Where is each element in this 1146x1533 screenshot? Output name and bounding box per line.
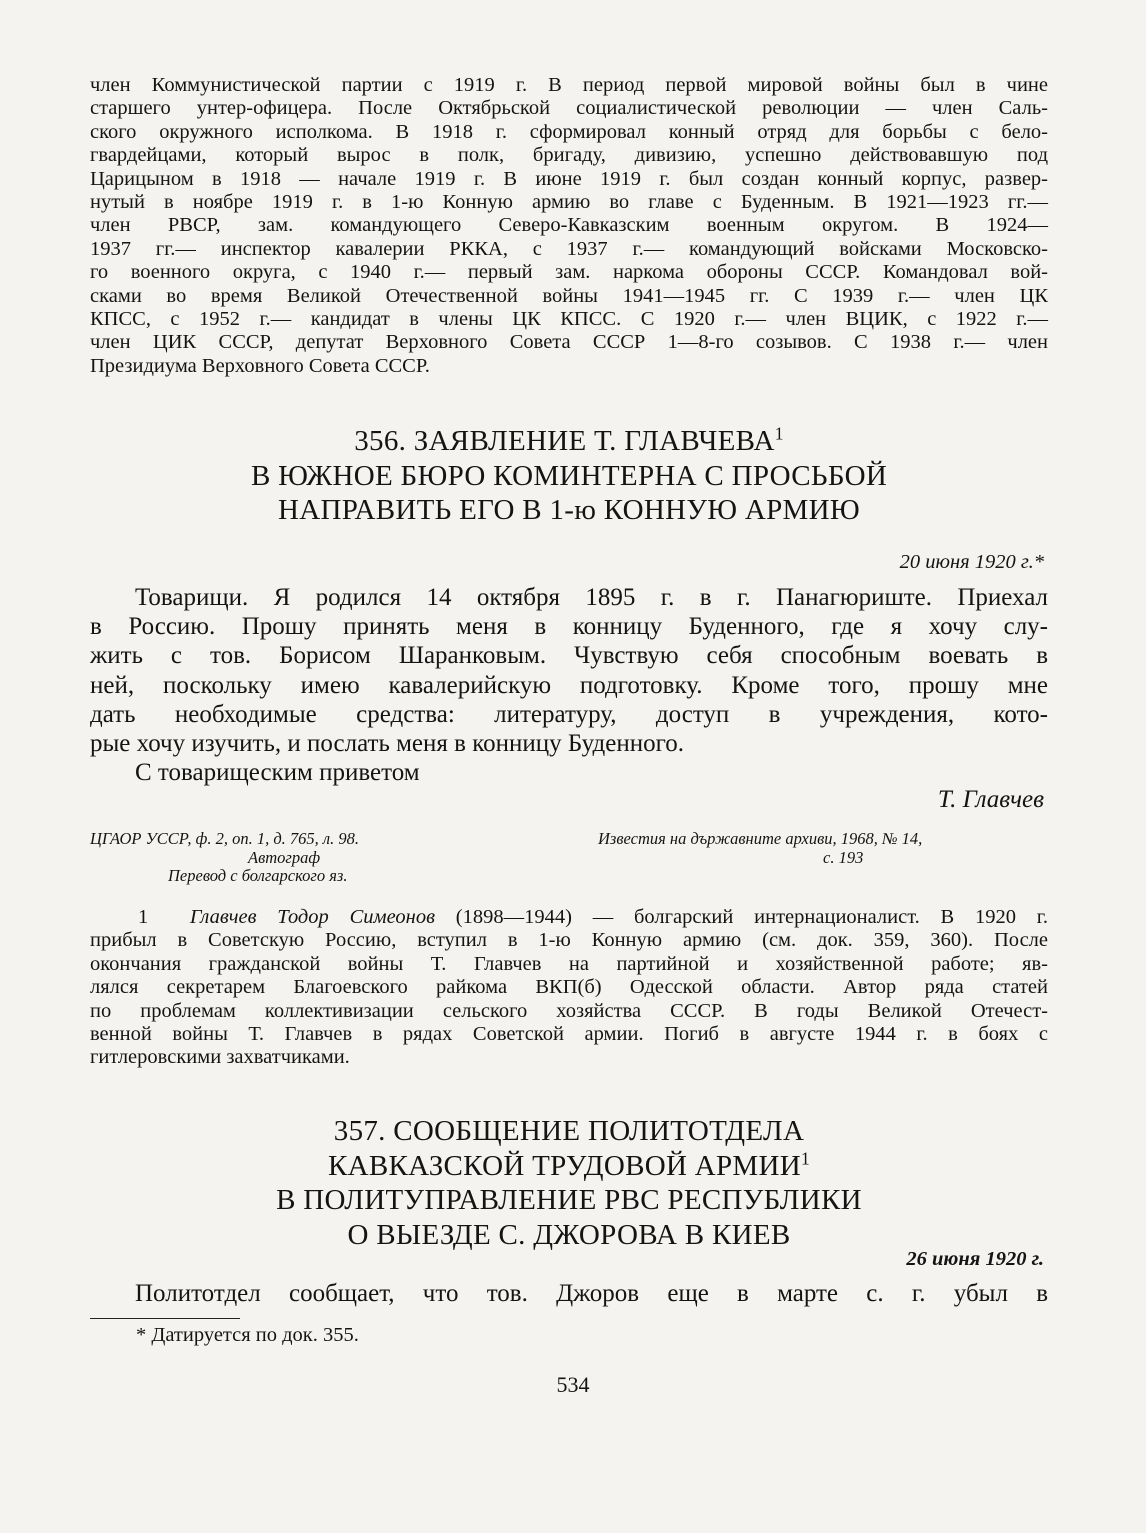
doc356-title-line: 356. ЗАЯВЛЕНИЕ Т. ГЛАВЧЕВА$^1$ <box>354 423 784 457</box>
doc356-footnote <box>90 906 1048 1070</box>
source-right-line: Известия на държавните архиви, 1968, № 14, <box>598 829 923 848</box>
doc357-title-line: О ВЫЕЗДЕ С. ДЖОРОВА В КИЕВ <box>347 1218 791 1251</box>
bio-line: нутый в ноябре 1919 г. в 1-ю Конную армию во главе с Буденным. В 1921—1923 гг.— <box>90 191 1048 214</box>
footnote-line: окончания гражданской войны Т. Главчев на партийной и хозяйственной работе; яв- <box>90 952 1048 975</box>
body-line: дать необходимые средства: литературу, доступ в учреждения, кото- <box>90 700 1048 728</box>
footnote-line: по проблемам коллективизации сельского хозяйства СССР. В годы Великой Отечест- <box>90 999 1048 1022</box>
source-right-line: с. 193 <box>823 847 864 867</box>
doc357-title-line: 357. СООБЩЕНИЕ ПОЛИТОТДЕЛА <box>333 1115 805 1147</box>
bio-line: Президиума Верховного Совета СССР. <box>90 354 430 377</box>
source-left-line: Перевод с болгарского яз. <box>168 866 348 885</box>
bio-line: ского окружного исполкома. В 1918 г. сформировал конный отряд для борьбы с бело- <box>90 120 1048 143</box>
bio-line: член ЦИК СССР, депутат Верховного Совета СССР 1—8-го созывов. С 1938 г.— член <box>90 331 1048 354</box>
source-left-line: ЦГАОР УССР, ф. 2, оп. 1, д. 765, л. 98. <box>90 829 360 848</box>
body-line: жить с тов. Борисом Шаранковым. Чувствую себя способным воевать в <box>90 642 1048 670</box>
bio-line: КПСС, с 1952 г.— кандидат в члены ЦК КПСС. С 1920 г.— член ВЦИК, с 1922 г.— <box>90 308 1048 331</box>
source-left <box>90 830 530 886</box>
body-line: ней, поскольку имею кавалерийскую подготовку. Кроме того, прошу мне <box>90 671 1048 699</box>
source-right <box>598 830 1048 867</box>
doc357-title-line: КАВКАЗСКОЙ ТРУДОВОЙ АРМИИ$^1$ <box>328 1147 810 1182</box>
doc357-title-line: В ПОЛИТУПРАВЛЕНИЕ РВС РЕСПУБЛИКИ <box>276 1184 862 1216</box>
footnote-number: 1 <box>138 906 149 928</box>
doc357-date: 26 июня 1920 г. <box>906 1248 1044 1270</box>
bio-line: старшего унтер-офицера. После Октябрьской социалистической революции — член Саль- <box>90 97 1048 120</box>
footnote-person: Главчев Тодор Симеонов <box>189 906 435 928</box>
doc357-title <box>90 1114 1048 1252</box>
footnote-line: лялся секретарем Благоевского райкома ВКП(б) Одесской области. Автор ряда статей <box>90 976 1048 999</box>
body-line: рые хочу изучить, и послать меня в конницу Буденного. <box>90 730 684 758</box>
body-line: Товарищи. Я родился 14 октября 1895 г. в г. Панагюриште. Приехал <box>135 584 1048 611</box>
doc356-body <box>90 583 1048 787</box>
bio-line: гвардейцами, который вырос в полк, бригаду, дивизию, успешно действовавшую под <box>90 144 1048 167</box>
footnote-line: прибыл в Советскую Россию, вступил в 1-ю Конную армию (см. док. 359, 360). После <box>90 929 1048 952</box>
doc356-title <box>90 424 1048 528</box>
page-number: 534 <box>556 1372 590 1397</box>
body-line: Политотдел сообщает, что тов. Джоров еще в марте с. г. убыл в <box>135 1280 1048 1307</box>
bio-line: Царицыном в 1918 — начале 1919 г. В июне 1919 г. был создан конный корпус, развер- <box>90 167 1048 190</box>
footnote-line: гитлеровскими захватчиками. <box>90 1046 350 1069</box>
source-left-line: Автограф <box>248 847 321 867</box>
footnote-mark: 1 <box>774 423 784 444</box>
footnote-first-line: 1 Главчев Тодор Симеонов (1898—1944) — болгарский интернационалист. В 1920 г. <box>138 906 1048 928</box>
footnote-divider <box>90 1318 240 1319</box>
doc356-title-line: НАПРАВИТЬ ЕГО В 1-ю КОННУЮ АРМИЮ <box>278 494 860 526</box>
bio-line: го военного округа, с 1940 г.— первый зам. наркома обороны СССР. Командовал вой- <box>90 261 1048 284</box>
footnote-line: венной войны Т. Главчев в рядах Советской армии. Погиб в августе 1944 г. в боях с <box>90 1023 1048 1046</box>
doc357-body <box>90 1279 1048 1308</box>
closing-line: С товарищеским приветом <box>135 759 420 787</box>
bio-continuation <box>90 74 1048 378</box>
bio-line: член Коммунистической партии с 1919 г. В период первой мировой войны был в чине <box>90 74 1048 96</box>
doc356-signature: Т. Главчев <box>937 786 1044 813</box>
footnote-mark: 1 <box>801 1147 810 1168</box>
doc356-date: 20 июня 1920 г.* <box>899 551 1044 573</box>
bio-line: сками во время Великой Отечественной войны 1941—1945 гг. С 1939 г.— член ЦК <box>90 284 1048 307</box>
bio-line: член РВСР, зам. командующего Северо-Кавказским военным округом. В 1924— <box>90 214 1048 237</box>
bio-line: 1937 гг.— инспектор кавалерии РККА, с 1937 г.— командующий войсками Московско- <box>90 237 1048 260</box>
doc356-title-line: В ЮЖНОЕ БЮРО КОМИНТЕРНА С ПРОСЬБОЙ <box>250 459 888 492</box>
page-footnote: * Датируется по док. 355. <box>136 1324 359 1346</box>
body-line: в Россию. Прошу принять меня в конницу Буденного, где я хочу слу- <box>90 613 1048 641</box>
